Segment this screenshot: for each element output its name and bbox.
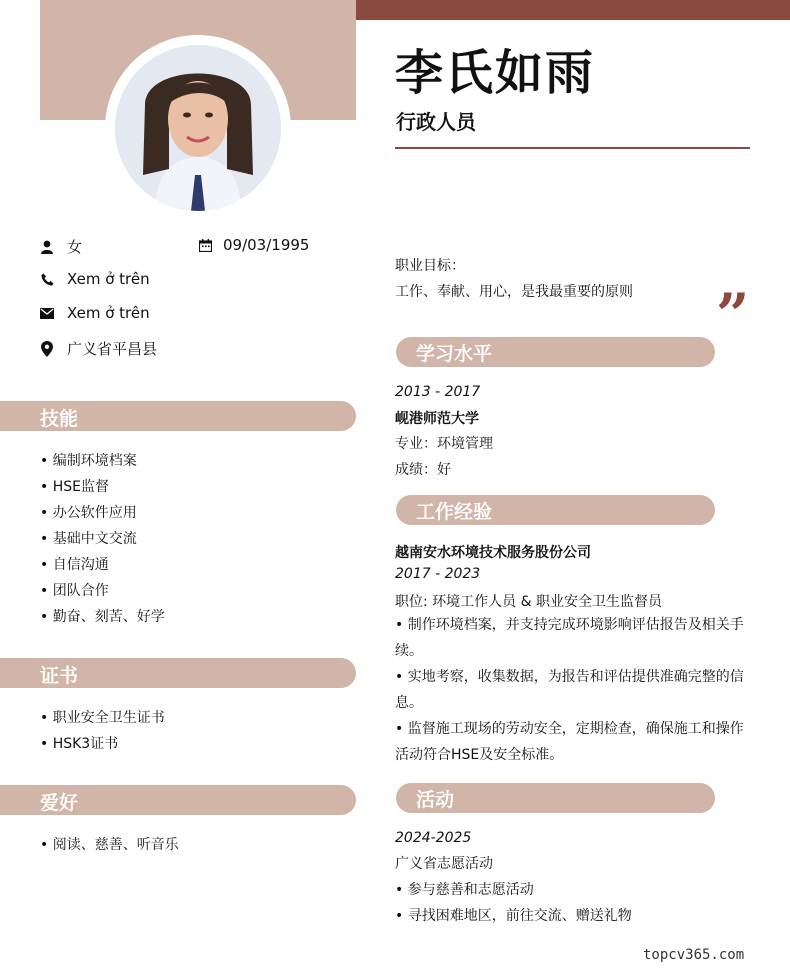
education-grade: 成绩：好 <box>395 462 451 478</box>
activity-bullet: • 参与慈善和志愿活动 <box>395 882 534 898</box>
certificate-item: • 职业安全卫生证书 <box>40 710 165 726</box>
experience-bullet: • 监督施工现场的劳动安全，定期检查，确保施工和操作活动符合HSE及安全标准。 <box>395 721 744 763</box>
activity-name: 广义省志愿活动 <box>395 856 493 872</box>
address-value: 广义省平昌县 <box>67 340 158 358</box>
phone-icon <box>40 271 54 287</box>
experience-heading: 工作经验 <box>416 501 493 523</box>
hobby-item: • 阅读、慈善、听音乐 <box>40 837 179 853</box>
map-pin-icon <box>40 341 54 357</box>
address-row <box>40 338 157 359</box>
certificate-item: • HSK3证书 <box>40 736 119 752</box>
experience-bullet: • 实地考察，收集数据，为报告和评估提供准确完整的信息。 <box>395 669 744 711</box>
skills-heading: 技能 <box>40 408 79 430</box>
experience-period: 2017 - 2023 <box>395 566 481 582</box>
experience-heading-band <box>396 495 715 525</box>
hobbies-heading-band <box>0 785 356 815</box>
footer-watermark: topcv365.com <box>643 947 745 963</box>
skill-item: • 团队合作 <box>40 583 109 599</box>
job-title: 行政人员 <box>396 110 476 134</box>
skill-item: • 基础中文交流 <box>40 531 137 547</box>
gender-value: 女 <box>67 238 83 256</box>
top-accent-bar <box>356 0 790 20</box>
activity-period: 2024-2025 <box>395 830 472 846</box>
experience-bullet: • 制作环境档案，并支持完成环境影响评估报告及相关手续。 <box>395 617 744 659</box>
email-row <box>40 304 150 322</box>
skills-heading-band <box>0 401 356 431</box>
school-name: 岘港师范大学 <box>395 411 479 427</box>
gender-row <box>40 236 82 257</box>
header-divider <box>395 147 750 149</box>
objective-label: 职业目标： <box>395 258 465 274</box>
calendar-icon <box>198 237 212 253</box>
skill-item: • HSE监督 <box>40 479 109 495</box>
activities-heading-band <box>396 783 715 813</box>
phone-value: Xem ở trên <box>67 270 150 288</box>
dob-row <box>198 236 309 254</box>
education-period: 2013 - 2017 <box>395 384 481 400</box>
skill-item: • 自信沟通 <box>40 557 109 573</box>
skill-item: • 办公软件应用 <box>40 505 137 521</box>
email-value: Xem ở trên <box>67 304 150 322</box>
education-heading: 学习水平 <box>416 343 493 365</box>
hobbies-heading: 爱好 <box>40 792 79 814</box>
dob-value: 09/03/1995 <box>223 236 310 254</box>
skill-item: • 编制环境档案 <box>40 453 137 469</box>
education-heading-band <box>396 337 715 367</box>
objective-text: 工作、奉献、用心，是我最重要的原则 <box>395 284 633 300</box>
phone-row <box>40 270 150 288</box>
company-name: 越南安水环境技术服务股份公司 <box>395 545 591 561</box>
profile-photo <box>115 45 281 211</box>
user-icon <box>40 239 54 255</box>
skill-item: • 勤奋、刻苦、好学 <box>40 609 165 625</box>
certificates-heading: 证书 <box>40 665 79 687</box>
envelope-icon <box>40 305 54 321</box>
quote-mark-icon: ” <box>716 281 750 349</box>
experience-position: 职位: 环境工作人员 & 职业安全卫生监督员 <box>395 594 662 610</box>
activities-heading: 活动 <box>416 789 455 811</box>
education-major: 专业：环境管理 <box>395 436 493 452</box>
candidate-name: 李氏如雨 <box>395 45 596 101</box>
certificates-heading-band <box>0 658 356 688</box>
activity-bullet: • 寻找困难地区，前往交流、赠送礼物 <box>395 908 632 924</box>
